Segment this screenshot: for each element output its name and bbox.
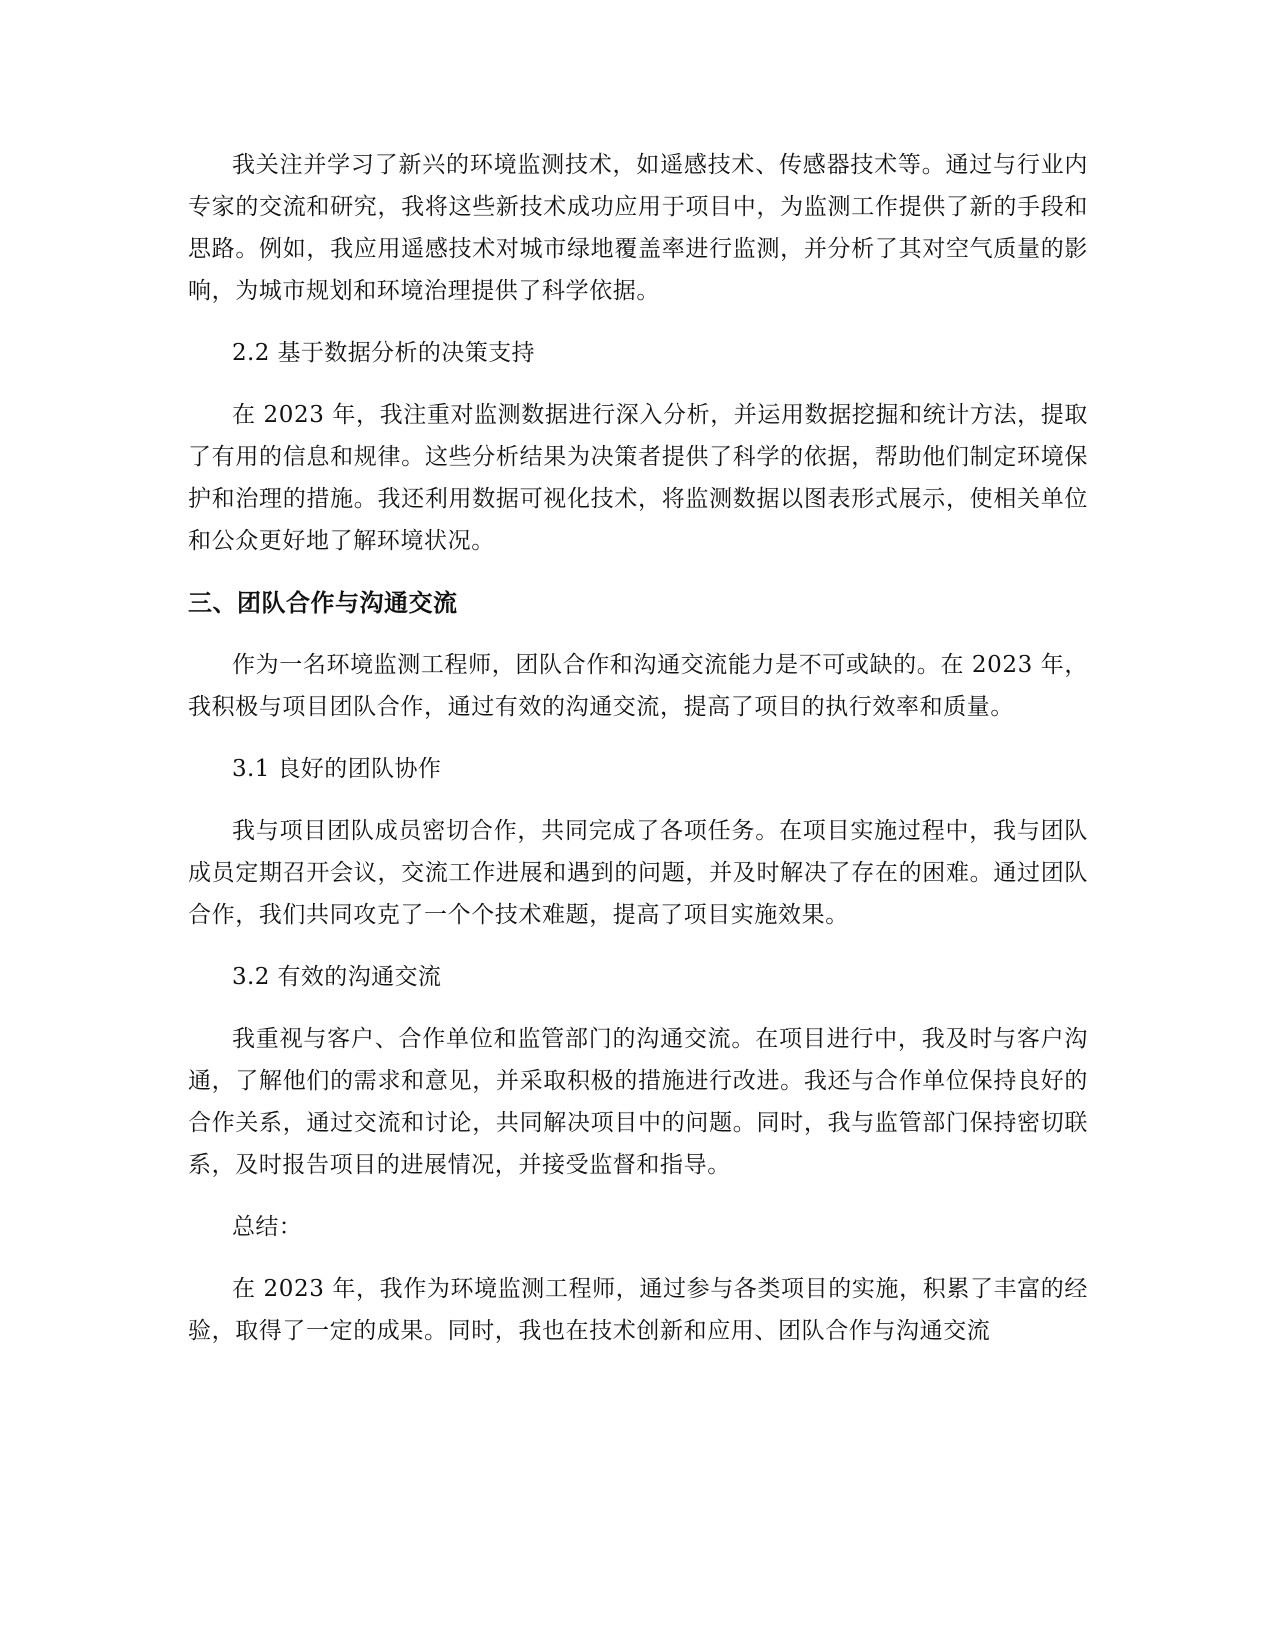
paragraph-data-analysis: 在 2023 年，我注重对监测数据进行深入分析，并运用数据挖掘和统计方法，提取了有用的信息和规律。这些分析结果为决策者提供了科学的依据，帮助他们制定环境保护和治理的措施。我还利用数据可视化技术，将监测数据以图表形式展示，使相关单位和公众更好地了解环境状况。 (188, 402, 1088, 554)
paragraph-new-tech: 我关注并学习了新兴的环境监测技术，如遥感技术、传感器技术等。通过与行业内专家的交流和研究，我将这些新技术成功应用于项目中，为监测工作提供了新的手段和思路。例如，我应用遥感技术对城市绿地覆盖率进行监测，并分析了其对空气质量的影响，为城市规划和环境治理提供了科学依据。 (188, 152, 1088, 304)
paragraph-team-collaboration: 我与项目团队成员密切合作，共同完成了各项任务。在项目实施过程中，我与团队成员定期召开会议，交流工作进展和遇到的问题，并及时解决了存在的困难。通过团队合作，我们共同攻克了一个个技术难题，提高了项目实施效果。 (188, 818, 1088, 928)
paragraph-teamwork-intro: 作为一名环境监测工程师，团队合作和沟通交流能力是不可或缺的。在 2023 年，我积极与项目团队合作，通过有效的沟通交流，提高了项目的执行效率和质量。 (188, 652, 1088, 720)
subheading-3-2: 3.2 有效的沟通交流 (232, 964, 442, 990)
document-body (188, 144, 1088, 1372)
section-heading-3: 三、团队合作与沟通交流 (188, 589, 458, 617)
summary-label: 总结： (232, 1214, 303, 1240)
paragraph-communication: 我重视与客户、合作单位和监管部门的沟通交流。在项目进行中，我及时与客户沟通，了解他们的需求和意见，并采取积极的措施进行改进。我还与合作单位保持良好的合作关系，通过交流和讨论，共同解决项目中的问题。同时，我与监管部门保持密切联系，及时报告项目的进展情况，并接受监督和指导。 (188, 1026, 1088, 1178)
paragraph-summary: 在 2023 年，我作为环境监测工程师，通过参与各类项目的实施，积累了丰富的经验，取得了一定的成果。同时，我也在技术创新和应用、团队合作与沟通交流 (188, 1276, 1088, 1344)
subheading-2-2: 2.2 基于数据分析的决策支持 (232, 340, 535, 366)
subheading-3-1: 3.1 良好的团队协作 (232, 756, 442, 782)
